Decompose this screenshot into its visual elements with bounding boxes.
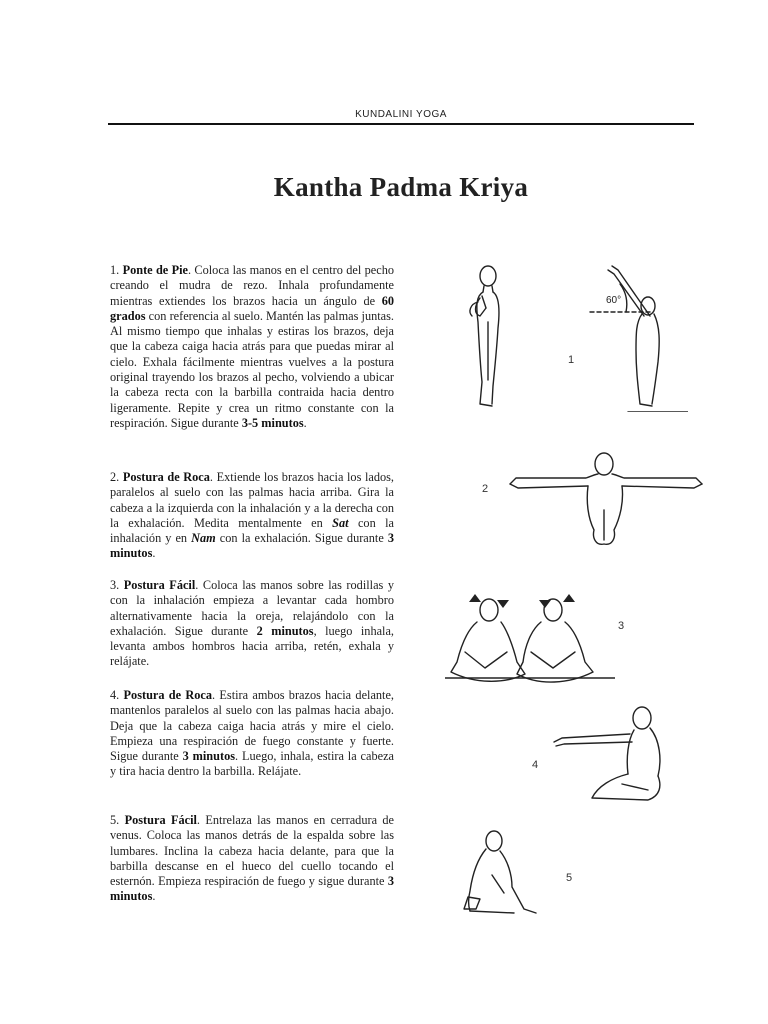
step-heading: Postura Fácil — [124, 813, 197, 827]
step-text: . — [152, 546, 156, 561]
instruction-3 — [110, 578, 394, 670]
page-title: Kantha Padma Kriya — [273, 172, 529, 202]
figure-standing-arms-raised — [588, 262, 688, 412]
step-duration: 3-5 minutos — [241, 415, 304, 430]
step-heading: Ponte de Pie — [122, 263, 188, 277]
figure-label-1: 1 — [568, 354, 575, 366]
step-number: 3. — [110, 578, 120, 592]
step-number: 5. — [110, 813, 120, 827]
step-duration: 3 minutos — [182, 749, 236, 764]
mantra-sat: Sat — [332, 515, 349, 530]
step-text: con la inhalación y en — [110, 515, 394, 546]
step-heading: Postura de Roca — [122, 470, 210, 484]
step-duration: 3 minutos — [110, 531, 394, 561]
figure-rock-arms-sideways — [508, 450, 704, 550]
header-rule — [108, 123, 694, 125]
instruction-2 — [110, 470, 394, 562]
figure-label-4: 4 — [532, 759, 539, 771]
step-duration: 2 minutos — [256, 623, 314, 638]
figure-rock-arms-forward — [552, 700, 688, 808]
instruction-1 — [110, 263, 394, 431]
step-text: , luego inhala, levanta ambos hombros hacia arriba, retén, exhala y relájate. — [110, 623, 395, 669]
step-number: 4. — [110, 688, 120, 702]
step-text: con la exhalación. Sigue durante — [215, 531, 388, 546]
step-text: . Coloca las manos en el centro del pecho creando el mudra de rezo. Inhala profundamente mientras extiendes los brazos hacia un ángulo de — [110, 263, 394, 308]
step-text: . Extiende los brazos hacia los lados, paralelos al suelo con las palmas hacia arriba. Gira la cabeza a la izquierda con la inhalación y a la derecha con la exhalación. Medita mentalmente en — [110, 470, 394, 530]
step-text: . Estira ambos brazos hacia delante, mantenlos paralelos al suelo con las palmas hacia abajo. Deja que la cabeza caiga hacia atrás y mire el cielo. Empieza una respiración de fuego constante y fuerte. Sigue durante — [110, 688, 394, 764]
step-heading: Postura de Roca — [123, 688, 213, 702]
running-head: KUNDALINI YOGA — [355, 109, 447, 120]
mantra-nam: Nam — [191, 531, 216, 546]
step-text: . Entrelaza las manos en cerradura de venus. Coloca las manos detrás de la espalda sobre las lumbares. Inclina la cabeza hacia delante, para que la barbilla descanse en el hueco del cuello tocando el esternón. Empieza respiración de fuego y sigue durante — [110, 813, 394, 889]
figure-standing-prayer — [462, 262, 522, 412]
figure-easy-pose-head-bowed — [452, 825, 542, 920]
instruction-4 — [110, 688, 394, 780]
figure-label-3: 3 — [618, 620, 625, 632]
figure-label-2: 2 — [482, 483, 489, 495]
step-text: con referencia al suelo. Mantén las palmas juntas. Al mismo tiempo que inhalas y estiras los brazos, deja que la cabeza caiga hacia atrás para que puedas mirar al cielo. Exhala fácilmente mientras vuelves a la postura original trayendo los brazos al pecho, volviendo a ubicar la cabeza recta con la barbilla contraida hacia dentro ligeramente. Repite y crea un ritmo constante con la respiración. Sigue durante — [110, 308, 394, 430]
step-text: . Luego, inhala, estira la cabeza y tira hacia dentro la barbilla. Relájate. — [110, 749, 394, 779]
angle-label: 60° — [606, 295, 622, 306]
step-heading: Postura Fácil — [123, 578, 196, 592]
figure-label-5: 5 — [566, 872, 573, 884]
step-text: . — [303, 415, 307, 430]
step-number: 1. — [110, 263, 120, 277]
step-emphasis: 60 grados — [110, 293, 394, 323]
step-text: . — [152, 889, 156, 904]
instruction-5 — [110, 813, 394, 905]
step-duration: 3 minutos — [110, 874, 394, 904]
step-text: . Coloca las manos sobre las rodillas y con la inhalación empieza a levantar cada hombro alternativamente hacia la oreja, relajándolo con la exhalación. Sigue durante — [110, 578, 395, 638]
figure-easy-pose-shoulder-shrugs — [445, 590, 615, 690]
step-number: 2. — [110, 470, 120, 484]
